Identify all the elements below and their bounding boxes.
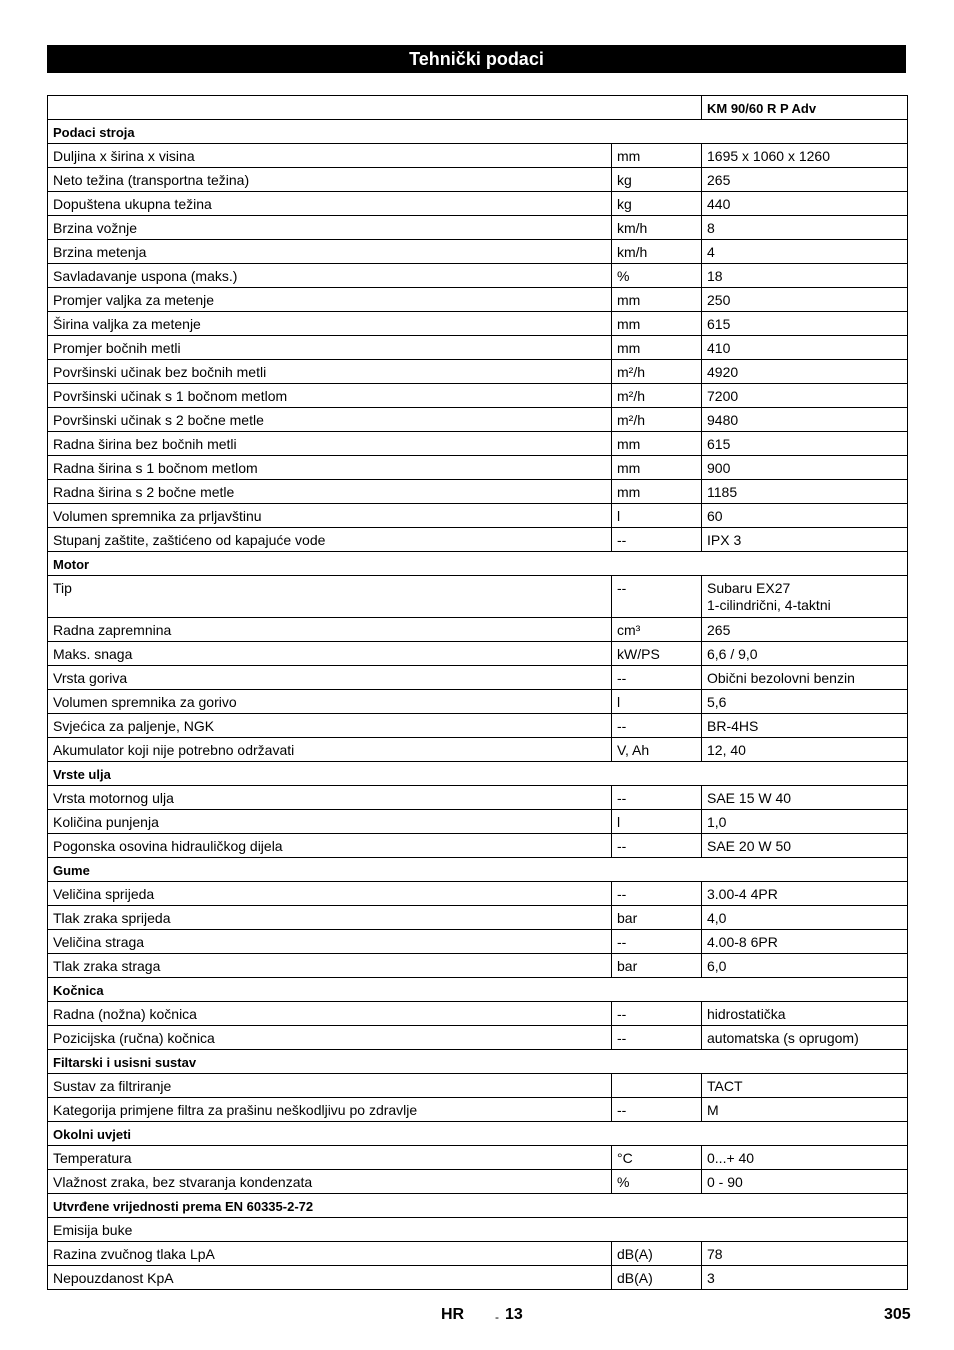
- table-row: [48, 618, 908, 642]
- row-value-text: BR-4HS: [707, 718, 759, 734]
- table-row: [48, 642, 908, 666]
- row-value: [702, 168, 908, 192]
- row-value-text: SAE 20 W 50: [707, 838, 792, 854]
- row-value: [702, 1146, 908, 1170]
- row-unit: --: [612, 882, 702, 906]
- row-value: [702, 930, 908, 954]
- row-label: Radna širina bez bočnih metli: [48, 432, 612, 456]
- row-label: Vrsta goriva: [48, 666, 612, 690]
- row-value-text: 250: [707, 292, 731, 308]
- row-label: Tip: [48, 576, 612, 618]
- row-label: Brzina vožnje: [48, 216, 612, 240]
- section-row: [48, 552, 908, 576]
- row-label: Površinski učinak bez bočnih metli: [48, 360, 612, 384]
- table-row: [48, 312, 908, 336]
- row-value: [702, 528, 908, 552]
- table-row: [48, 1266, 908, 1290]
- model-header: KM 90/60 R P Adv: [702, 96, 908, 120]
- row-label: Vrsta motornog ulja: [48, 786, 612, 810]
- row-value: [702, 192, 908, 216]
- row-value: [702, 432, 908, 456]
- row-value-text: 615: [707, 316, 731, 332]
- row-label: Temperatura: [48, 1146, 612, 1170]
- row-value: [702, 906, 908, 930]
- table-row: [48, 906, 908, 930]
- row-unit: mm: [612, 432, 702, 456]
- row-value-text: automatska (s oprugom): [707, 1030, 859, 1046]
- row-unit: --: [612, 714, 702, 738]
- row-unit: mm: [612, 336, 702, 360]
- table-row: [48, 240, 908, 264]
- row-value-text: 0 - 90: [707, 1174, 743, 1190]
- row-label: Maks. snaga: [48, 642, 612, 666]
- row-value: [702, 1026, 908, 1050]
- row-value-text: 8: [707, 220, 715, 236]
- row-value: [702, 714, 908, 738]
- row-label: Tlak zraka sprijeda: [48, 906, 612, 930]
- table-row: [48, 432, 908, 456]
- row-value-text: 78: [707, 1246, 723, 1262]
- row-value-text: 4,0: [707, 910, 727, 926]
- row-value-text: 1185: [707, 484, 738, 500]
- row-value-text: 3.00-4 4PR: [707, 886, 778, 902]
- row-unit: mm: [612, 456, 702, 480]
- row-label: Brzina metenja: [48, 240, 612, 264]
- footer-section-page: 13: [505, 1306, 523, 1323]
- footer-page-number: 305: [884, 1306, 911, 1323]
- table-row: [48, 834, 908, 858]
- section-row: [48, 120, 908, 144]
- row-label: Vlažnost zraka, bez stvaranja kondenzata: [48, 1170, 612, 1194]
- row-value: [702, 618, 908, 642]
- section-row: [48, 1050, 908, 1074]
- row-label: Promjer valjka za metenje: [48, 288, 612, 312]
- row-value-text: Obični bezolovni benzin: [707, 670, 855, 686]
- row-unit: km/h: [612, 216, 702, 240]
- row-value-text: 6,0: [707, 958, 727, 974]
- row-value-text: 615: [707, 436, 731, 452]
- table-row: [48, 384, 908, 408]
- row-value-text: hidrostatička: [707, 1006, 786, 1022]
- row-value: [702, 312, 908, 336]
- row-unit: m²/h: [612, 384, 702, 408]
- row-label: Emisija buke: [48, 1218, 908, 1242]
- row-unit: kg: [612, 192, 702, 216]
- technical-data-table: [47, 95, 908, 1290]
- row-unit: mm: [612, 144, 702, 168]
- table-row: [48, 1242, 908, 1266]
- row-unit: --: [612, 834, 702, 858]
- row-value-text: 1695 x 1060 x 1260: [707, 148, 830, 164]
- row-value: [702, 1074, 908, 1098]
- row-label: Kategorija primjene filtra za prašinu neškodljivu po zdravlje: [48, 1098, 612, 1122]
- table-row: [48, 714, 908, 738]
- row-value: [702, 336, 908, 360]
- row-unit: mm: [612, 288, 702, 312]
- row-unit: cm³: [612, 618, 702, 642]
- row-value-text: 6,6 / 9,0: [707, 646, 758, 662]
- row-value: [702, 576, 908, 618]
- table-row: [48, 192, 908, 216]
- row-unit: m²/h: [612, 360, 702, 384]
- row-value-text: 4920: [707, 364, 739, 380]
- row-value: [702, 1098, 908, 1122]
- row-label: Volumen spremnika za gorivo: [48, 690, 612, 714]
- row-unit: --: [612, 1026, 702, 1050]
- row-value-text: 9480: [707, 412, 739, 428]
- row-value-text: M: [707, 1102, 719, 1118]
- row-value-text: SAE 15 W 40: [707, 790, 792, 806]
- row-unit: mm: [612, 480, 702, 504]
- page-title: Tehnički podaci: [47, 45, 906, 73]
- table-row: [48, 576, 908, 618]
- row-value-text: 4: [707, 244, 715, 260]
- row-label: Volumen spremnika za prljavštinu: [48, 504, 612, 528]
- row-unit: bar: [612, 906, 702, 930]
- row-unit: %: [612, 264, 702, 288]
- row-value-text: 440: [707, 196, 731, 212]
- row-value: [702, 738, 908, 762]
- table-row: [48, 408, 908, 432]
- technical-data-body: [48, 96, 908, 1290]
- row-unit: km/h: [612, 240, 702, 264]
- header-empty-cell: [48, 96, 702, 120]
- row-unit: °C: [612, 1146, 702, 1170]
- row-label: Radna (nožna) kočnica: [48, 1002, 612, 1026]
- row-value-text: TACT: [707, 1078, 743, 1094]
- row-label: Veličina straga: [48, 930, 612, 954]
- row-unit: --: [612, 666, 702, 690]
- section-heading: Gume: [48, 858, 908, 882]
- row-value-text: 265: [707, 622, 731, 638]
- row-label: Radna zapremnina: [48, 618, 612, 642]
- row-value: [702, 834, 908, 858]
- section-heading: Vrste ulja: [48, 762, 908, 786]
- row-unit: l: [612, 810, 702, 834]
- row-value-text: 5,6: [707, 694, 727, 710]
- row-unit: kg: [612, 168, 702, 192]
- row-value: [702, 954, 908, 978]
- table-row: [48, 264, 908, 288]
- footer-dash: -: [495, 1310, 499, 1324]
- row-unit: mm: [612, 312, 702, 336]
- table-row: [48, 168, 908, 192]
- row-value: [702, 456, 908, 480]
- row-value: [702, 642, 908, 666]
- table-row: [48, 954, 908, 978]
- section-heading: Utvrđene vrijednosti prema EN 60335-2-72: [48, 1194, 908, 1218]
- row-value-text: Subaru EX27: [707, 580, 791, 596]
- row-label: Duljina x širina x visina: [48, 144, 612, 168]
- table-row: [48, 1098, 908, 1122]
- row-unit: %: [612, 1170, 702, 1194]
- table-row: [48, 216, 908, 240]
- section-row: [48, 762, 908, 786]
- row-label: Veličina sprijeda: [48, 882, 612, 906]
- table-row: [48, 1170, 908, 1194]
- table-row: [48, 1146, 908, 1170]
- row-label: Tlak zraka straga: [48, 954, 612, 978]
- row-unit: l: [612, 504, 702, 528]
- table-row: [48, 480, 908, 504]
- row-value: [702, 264, 908, 288]
- row-value-text: 0...+ 40: [707, 1150, 755, 1166]
- row-value-text: 12, 40: [707, 742, 746, 758]
- row-value-text: 4.00-8 6PR: [707, 934, 778, 950]
- section-heading: Kočnica: [48, 978, 908, 1002]
- footer-language: HR: [441, 1306, 465, 1323]
- table-header-row: [48, 96, 908, 120]
- row-label: Nepouzdanost KpA: [48, 1266, 612, 1290]
- row-unit: kW/PS: [612, 642, 702, 666]
- row-unit: [612, 1074, 702, 1098]
- row-label: Radna širina s 2 bočne metle: [48, 480, 612, 504]
- section-row: [48, 1122, 908, 1146]
- row-unit: dB(A): [612, 1242, 702, 1266]
- row-value-text-2: 1-cilindrični, 4-taktni: [707, 597, 831, 613]
- row-label: Promjer bočnih metli: [48, 336, 612, 360]
- table-row: [48, 930, 908, 954]
- row-value: [702, 288, 908, 312]
- section-row: [48, 1194, 908, 1218]
- row-value-text: IPX 3: [707, 532, 742, 548]
- row-unit: --: [612, 1098, 702, 1122]
- row-label: Širina valjka za metenje: [48, 312, 612, 336]
- row-value: [702, 666, 908, 690]
- row-value-text: 18: [707, 268, 723, 284]
- table-row: [48, 666, 908, 690]
- row-unit: --: [612, 576, 702, 618]
- row-value: [702, 690, 908, 714]
- table-row: [48, 456, 908, 480]
- row-value: [702, 408, 908, 432]
- row-label: Neto težina (transportna težina): [48, 168, 612, 192]
- section-heading: Filtarski i usisni sustav: [48, 1050, 908, 1074]
- row-value: [702, 216, 908, 240]
- row-value-text: 7200: [707, 388, 739, 404]
- row-label: Sustav za filtriranje: [48, 1074, 612, 1098]
- row-value-text: 1,0: [707, 814, 727, 830]
- table-row: [48, 810, 908, 834]
- table-row: [48, 1074, 908, 1098]
- table-row: [48, 1026, 908, 1050]
- row-unit: dB(A): [612, 1266, 702, 1290]
- row-value: [702, 240, 908, 264]
- row-label: Količina punjenja: [48, 810, 612, 834]
- table-row: [48, 288, 908, 312]
- row-value-text: 265: [707, 172, 731, 188]
- table-row: [48, 1002, 908, 1026]
- table-row: [48, 144, 908, 168]
- row-value: [702, 1170, 908, 1194]
- row-value-text: 900: [707, 460, 731, 476]
- table-row: [48, 504, 908, 528]
- table-row: [48, 882, 908, 906]
- row-value: [702, 1266, 908, 1290]
- row-unit: m²/h: [612, 408, 702, 432]
- row-label: Pozicijska (ručna) kočnica: [48, 1026, 612, 1050]
- row-label: Savladavanje uspona (maks.): [48, 264, 612, 288]
- row-value: [702, 144, 908, 168]
- section-heading: Motor: [48, 552, 908, 576]
- row-value-text: 60: [707, 508, 723, 524]
- row-value: [702, 384, 908, 408]
- row-label: Površinski učinak s 2 bočne metle: [48, 408, 612, 432]
- row-unit: l: [612, 690, 702, 714]
- row-value-text: 3: [707, 1270, 715, 1286]
- row-value: [702, 882, 908, 906]
- row-value: [702, 1002, 908, 1026]
- table-row: [48, 336, 908, 360]
- row-label: Radna širina s 1 bočnom metlom: [48, 456, 612, 480]
- row-value: [702, 504, 908, 528]
- row-label: Svjećica za paljenje, NGK: [48, 714, 612, 738]
- row-unit: V, Ah: [612, 738, 702, 762]
- row-label: Razina zvučnog tlaka LpA: [48, 1242, 612, 1266]
- row-value: [702, 1242, 908, 1266]
- row-label: Stupanj zaštite, zaštićeno od kapajuće vode: [48, 528, 612, 552]
- row-value: [702, 360, 908, 384]
- row-label: Površinski učinak s 1 bočnom metlom: [48, 384, 612, 408]
- section-row: [48, 858, 908, 882]
- row-label: Dopuštena ukupna težina: [48, 192, 612, 216]
- table-row: [48, 690, 908, 714]
- section-heading: Podaci stroja: [48, 120, 908, 144]
- section-row: [48, 978, 908, 1002]
- row-value: [702, 786, 908, 810]
- row-value-text: 410: [707, 340, 731, 356]
- row-value: [702, 810, 908, 834]
- table-row: [48, 738, 908, 762]
- table-row: [48, 360, 908, 384]
- row-unit: bar: [612, 954, 702, 978]
- row-unit: --: [612, 1002, 702, 1026]
- row-unit: --: [612, 930, 702, 954]
- table-row: [48, 528, 908, 552]
- row-label: Pogonska osovina hidrauličkog dijela: [48, 834, 612, 858]
- table-row: [48, 1218, 908, 1242]
- row-unit: --: [612, 528, 702, 552]
- row-label: Akumulator koji nije potrebno održavati: [48, 738, 612, 762]
- section-heading: Okolni uvjeti: [48, 1122, 908, 1146]
- row-value: [702, 480, 908, 504]
- row-unit: --: [612, 786, 702, 810]
- table-row: [48, 786, 908, 810]
